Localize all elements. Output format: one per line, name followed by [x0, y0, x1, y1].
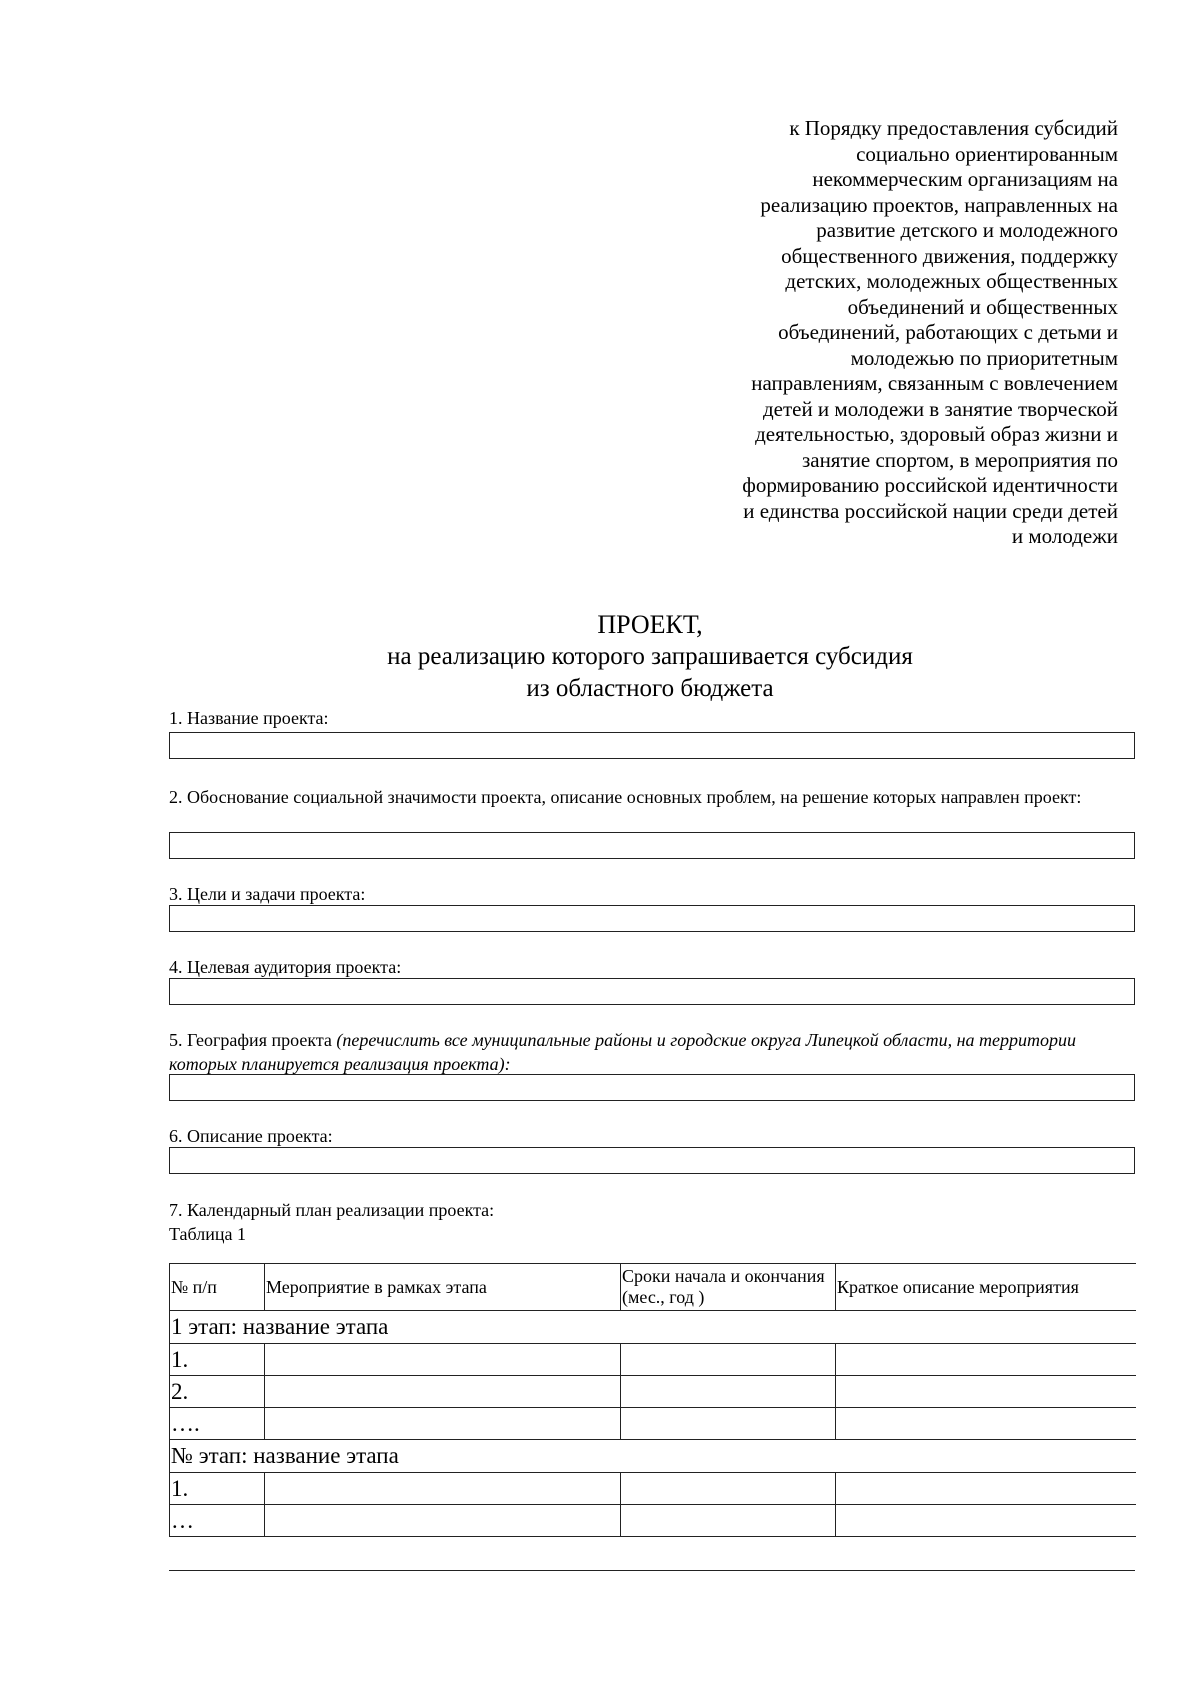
section-5-label — [169, 1028, 1139, 1076]
header-number: № п/п — [170, 1264, 265, 1311]
dates-cell[interactable] — [621, 1344, 836, 1376]
header-note-line: реализацию проектов, направленных на — [760, 192, 1118, 217]
header-note-line: деятельностью, здоровый образ жизни и — [755, 422, 1118, 446]
header-note-line: некоммерческим организациям на — [812, 167, 1118, 191]
row-number: … — [170, 1505, 265, 1537]
project-name-field[interactable] — [169, 732, 1135, 759]
dates-cell[interactable] — [621, 1505, 836, 1537]
dates-cell[interactable] — [621, 1473, 836, 1505]
header-note-line: объединений, работающих с детьми и — [778, 320, 1118, 344]
section-5-italic-note: (перечислить все муниципальные районы и городские округа Липецкой области, на территории которых планируется реализация проекта): — [169, 1030, 1076, 1074]
table-header-row — [170, 1264, 1136, 1311]
section-5-text: 5. География проекта — [169, 1030, 337, 1050]
row-number: 1. — [170, 1344, 265, 1376]
description-cell[interactable] — [836, 1408, 1136, 1440]
table-row — [170, 1408, 1136, 1440]
header-note-line: занятие спортом, в мероприятия по — [801, 447, 1118, 472]
row-number: 2. — [170, 1376, 265, 1408]
description-cell[interactable] — [836, 1344, 1136, 1376]
document-title: ПРОЕКТ, — [597, 610, 703, 639]
table-row — [170, 1376, 1136, 1408]
table-row — [170, 1505, 1136, 1537]
header-note-line: к Порядку предоставления субсидий — [789, 116, 1118, 140]
description-cell[interactable] — [836, 1473, 1136, 1505]
stage-1-title: 1 этап: название этапа — [170, 1311, 1136, 1344]
calendar-plan-table — [169, 1263, 1136, 1537]
row-number: 1. — [170, 1473, 265, 1505]
goals-field[interactable] — [169, 905, 1135, 932]
section-4-label: 4. Целевая аудитория проекта: — [169, 957, 402, 977]
header-dates: Сроки начала и окончания (мес., год ) — [621, 1264, 836, 1311]
header-note-line: детских, молодежных общественных — [785, 269, 1118, 293]
activity-cell[interactable] — [265, 1376, 621, 1408]
header-note-line: формированию российской идентичности — [742, 473, 1118, 497]
header-note-line: детей и молодежи в занятие творческой — [762, 396, 1118, 421]
bottom-divider — [169, 1570, 1135, 1571]
activity-cell[interactable] — [265, 1408, 621, 1440]
section-2-label: 2. Обоснование социальной значимости проекта, описание основных проблем, на решение которых направлен проект: — [169, 787, 1082, 807]
description-cell[interactable] — [836, 1376, 1136, 1408]
document-subtitle-line-2: из областного бюджета — [526, 675, 774, 702]
table-row — [170, 1344, 1136, 1376]
header-note-line: развитие детского и молодежного — [816, 218, 1118, 242]
row-number: …. — [170, 1408, 265, 1440]
table-caption: Таблица 1 — [169, 1224, 246, 1244]
header-note-line: и единства российской нации среди детей — [743, 498, 1118, 523]
header-note-line: объединений и общественных — [847, 294, 1118, 319]
target-audience-field[interactable] — [169, 978, 1135, 1005]
geography-field[interactable] — [169, 1074, 1135, 1101]
stage-2-title: № этап: название этапа — [170, 1440, 1136, 1473]
section-1-label: 1. Название проекта: — [169, 708, 329, 728]
header-note-line: и молодежи — [1011, 524, 1118, 548]
section-7-label: 7. Календарный план реализации проекта: — [169, 1200, 495, 1220]
header-note — [678, 116, 1118, 550]
description-field[interactable] — [169, 1147, 1135, 1174]
header-note-line: социально ориентированным — [856, 141, 1118, 166]
table-row — [170, 1473, 1136, 1505]
stage-row — [170, 1440, 1136, 1473]
description-cell[interactable] — [836, 1505, 1136, 1537]
header-short-description: Краткое описание мероприятия — [836, 1264, 1136, 1311]
header-activity: Мероприятие в рамках этапа — [265, 1264, 621, 1311]
dates-cell[interactable] — [621, 1376, 836, 1408]
header-note-line: молодежью по приоритетным — [850, 345, 1118, 370]
header-note-line: общественного движения, поддержку — [781, 243, 1118, 268]
dates-cell[interactable] — [621, 1408, 836, 1440]
activity-cell[interactable] — [265, 1344, 621, 1376]
activity-cell[interactable] — [265, 1473, 621, 1505]
activity-cell[interactable] — [265, 1505, 621, 1537]
section-3-label: 3. Цели и задачи проекта: — [169, 884, 366, 904]
document-subtitle: на реализацию которого запрашивается субсидия — [387, 643, 913, 670]
header-note-line: направлениям, связанным с вовлечением — [751, 371, 1118, 395]
social-significance-field[interactable] — [169, 832, 1135, 859]
stage-row — [170, 1311, 1136, 1344]
section-6-label: 6. Описание проекта: — [169, 1126, 333, 1146]
